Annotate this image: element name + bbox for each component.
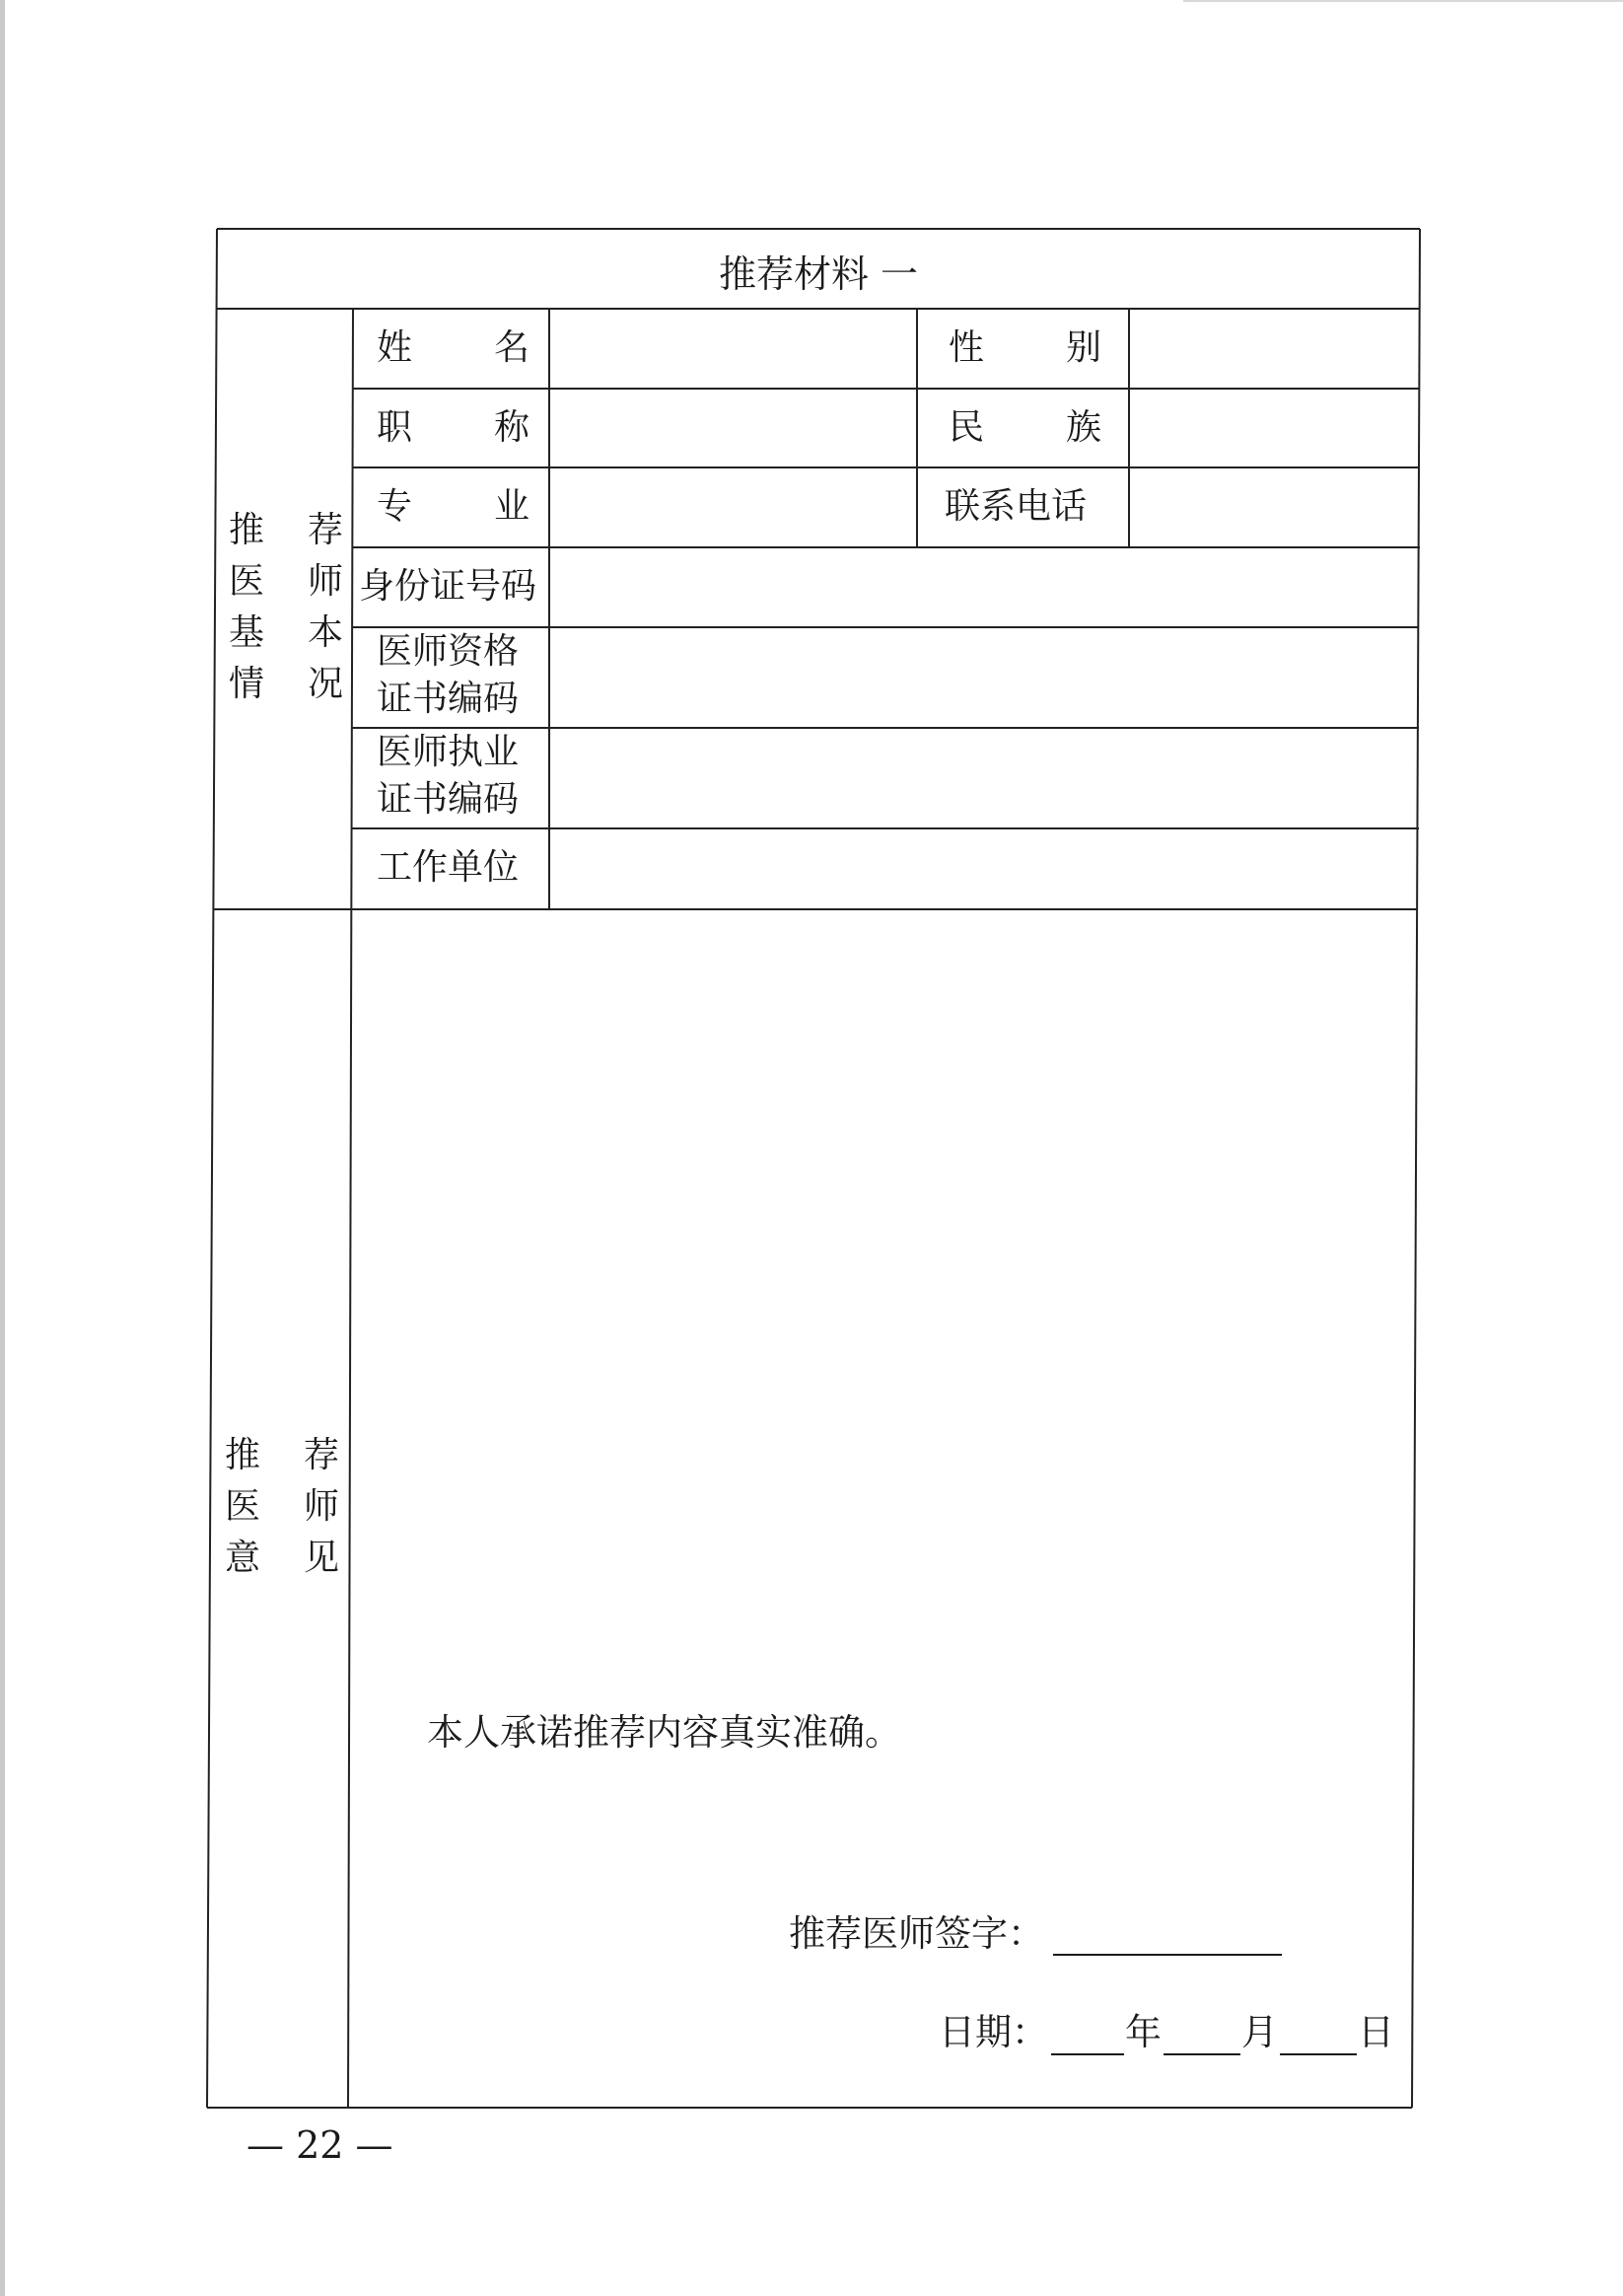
name-label: 姓 名	[377, 327, 529, 368]
label-row: 情 况	[229, 664, 343, 704]
name-input[interactable]	[552, 312, 915, 387]
job-title-label: 职 称	[377, 407, 529, 448]
gender-label: 性 别	[949, 327, 1101, 368]
opinion-textarea[interactable]	[355, 913, 1410, 1683]
qualification-cert-label-1: 医师资格	[377, 631, 520, 672]
phone-input[interactable]	[1132, 470, 1416, 545]
pledge-text: 本人承诺推荐内容真实准确。	[427, 1711, 901, 1754]
page-number: — 22 —	[247, 2123, 393, 2167]
workplace-input[interactable]	[552, 831, 1416, 907]
practice-cert-label-2: 证书编码	[377, 779, 520, 820]
label-row: 推 荐	[225, 1435, 339, 1475]
workplace-label: 工作单位	[377, 847, 520, 888]
label-row: 医 师	[225, 1486, 339, 1527]
label-row: 推 荐	[229, 510, 343, 550]
date-month-line[interactable]	[1164, 2053, 1240, 2055]
specialty-input[interactable]	[552, 470, 915, 545]
id-number-label: 身份证号码	[359, 566, 537, 607]
date-label: 日期：	[939, 2011, 1048, 2053]
date-year-label: 年	[1125, 2011, 1162, 2053]
label-row: 意 见	[225, 1538, 339, 1578]
date-day-line[interactable]	[1280, 2053, 1357, 2055]
label-row: 医 师	[229, 561, 343, 602]
ethnicity-label: 民 族	[949, 407, 1101, 448]
ethnicity-input[interactable]	[1132, 392, 1416, 466]
form-title: 推荐材料 一	[718, 252, 919, 296]
date-year-line[interactable]	[1051, 2053, 1124, 2055]
qualification-cert-label-2: 证书编码	[377, 679, 520, 719]
signature-line[interactable]	[1053, 1954, 1282, 1956]
section-basic-label	[229, 505, 343, 710]
specialty-label: 专 业	[377, 486, 529, 527]
gender-input[interactable]	[1132, 312, 1416, 387]
date-day-label: 日	[1358, 2011, 1394, 2053]
label-row: 基 本	[229, 612, 343, 653]
job-title-input[interactable]	[552, 392, 915, 466]
practice-cert-input[interactable]	[552, 731, 1416, 826]
qualification-cert-input[interactable]	[552, 630, 1416, 726]
phone-label: 联系电话	[945, 486, 1088, 527]
section-opinion-label	[225, 1430, 339, 1584]
signature-label: 推荐医师签字：	[789, 1912, 1044, 1955]
date-month-label: 月	[1241, 2011, 1278, 2053]
practice-cert-label-1: 医师执业	[377, 732, 520, 772]
id-number-input[interactable]	[552, 550, 1416, 625]
